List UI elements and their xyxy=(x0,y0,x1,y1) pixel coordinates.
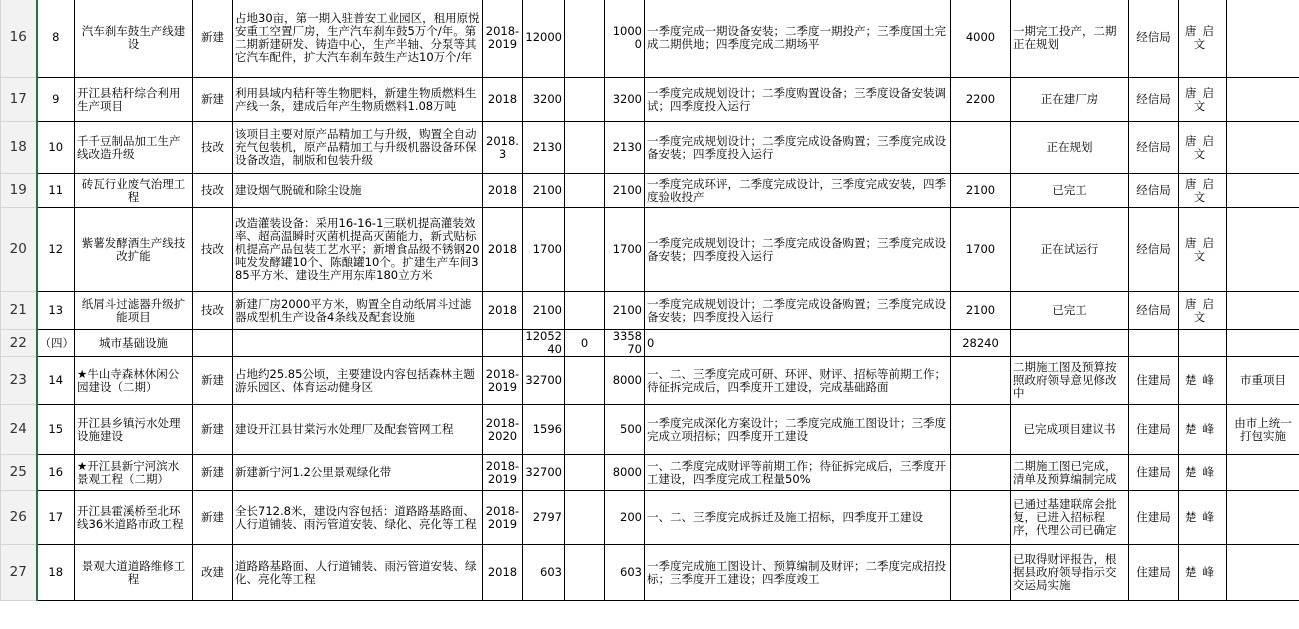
cell-quarter-schedule[interactable]: 一季度完成规划设计；二季度完成设备购置；三季度完成设备安装；四季度投入运行 xyxy=(645,292,951,330)
cell-planned-investment[interactable]: 2130 xyxy=(605,122,645,174)
cell-project-name[interactable]: 千千豆制品加工生产线改造升级 xyxy=(75,122,193,174)
cell-progress[interactable] xyxy=(1011,330,1129,357)
cell-total-investment[interactable]: 1700 xyxy=(523,208,565,292)
cell-total-investment[interactable]: 12000 xyxy=(523,0,565,78)
cell-seq[interactable]: 17 xyxy=(37,491,75,545)
cell-responsible-dept[interactable]: 经信局 xyxy=(1129,208,1179,292)
cell-progress[interactable]: 已完工 xyxy=(1011,292,1129,330)
cell-completed-investment[interactable]: 0 xyxy=(565,330,605,357)
cell-completed-investment[interactable] xyxy=(565,122,605,174)
table-row xyxy=(1,78,1299,122)
cell-responsible-leader[interactable]: 楚峰 xyxy=(1179,357,1227,405)
cell-responsible-dept[interactable]: 经信局 xyxy=(1129,174,1179,208)
cell-progress[interactable]: 二期施工图已完成，清单及预算编制完成 xyxy=(1011,455,1129,491)
cell-responsible-leader[interactable]: 唐启文 xyxy=(1179,78,1227,122)
cell-total-investment[interactable]: 32700 xyxy=(523,357,565,405)
cell-build-content[interactable]: 新建新宁河1.2公里景观绿化带 xyxy=(233,455,483,491)
cell-total-investment[interactable]: 1596 xyxy=(523,405,565,455)
cell-quarter-investment[interactable] xyxy=(951,455,1011,491)
cell-responsible-dept[interactable]: 住建局 xyxy=(1129,491,1179,545)
cell-completed-investment[interactable] xyxy=(565,0,605,78)
cell-progress[interactable]: 已完成项目建议书 xyxy=(1011,405,1129,455)
cell-seq[interactable]: （四） xyxy=(37,330,75,357)
cell-note[interactable]: 市重项目 xyxy=(1227,357,1299,405)
cell-seq[interactable]: 8 xyxy=(37,0,75,78)
cell-quarter-schedule[interactable]: 一季度完成规划设计；二季度购置设备；三季度设备安装调试；四季度投入运行 xyxy=(645,78,951,122)
cell-completed-investment[interactable] xyxy=(565,545,605,601)
cell-total-investment[interactable]: 3200 xyxy=(523,78,565,122)
cell-project-name[interactable]: 开江县霍溪桥至北环线36米道路市政工程 xyxy=(75,491,193,545)
cell-build-type[interactable]: 技改 xyxy=(193,174,233,208)
cell-completed-investment[interactable] xyxy=(565,78,605,122)
cell-note[interactable]: 由市上统一打包实施 xyxy=(1227,405,1299,455)
cell-build-type[interactable]: 新建 xyxy=(193,491,233,545)
cell-progress[interactable]: 已完工 xyxy=(1011,174,1129,208)
cell-responsible-dept[interactable]: 经信局 xyxy=(1129,122,1179,174)
cell-quarter-investment[interactable]: 4000 xyxy=(951,0,1011,78)
cell-note[interactable] xyxy=(1227,292,1299,330)
cell-period[interactable]: 2018-2019 xyxy=(483,357,523,405)
cell-quarter-investment[interactable]: 2100 xyxy=(951,292,1011,330)
cell-responsible-dept[interactable]: 住建局 xyxy=(1129,545,1179,601)
cell-responsible-leader[interactable]: 楚峰 xyxy=(1179,491,1227,545)
table-row xyxy=(1,455,1299,491)
cell-period[interactable]: 2018 xyxy=(483,174,523,208)
cell-period[interactable]: 2018 xyxy=(483,545,523,601)
cell-seq[interactable]: 12 xyxy=(37,208,75,292)
cell-responsible-dept[interactable]: 经信局 xyxy=(1129,78,1179,122)
cell-note[interactable] xyxy=(1227,491,1299,545)
cell-project-name[interactable]: 城市基础设施 xyxy=(75,330,193,357)
cell-build-type[interactable]: 新建 xyxy=(193,78,233,122)
cell-progress[interactable]: 已取得财评报告，根据县政府领导指示交交运局实施 xyxy=(1011,545,1129,601)
cell-project-name[interactable]: 开江县秸秆综合利用生产项目 xyxy=(75,78,193,122)
cell-seq[interactable]: 13 xyxy=(37,292,75,330)
cell-progress[interactable]: 二期施工图及预算按照政府领导意见修改中 xyxy=(1011,357,1129,405)
cell-build-content[interactable]: 改造灌装设备：采用16-16-1三联机提高灌装效率、超高温瞬时灭菌机提高灭菌能力，新式贴标机提高产品包装工艺水平；新增食品级不锈钢20吨发发酵罐10个、陈酿罐10个。扩建生产车间385平方米、建设生产用东库180立方米 xyxy=(233,208,483,292)
cell-build-type[interactable]: 新建 xyxy=(193,357,233,405)
cell-build-type[interactable]: 新建 xyxy=(193,455,233,491)
cell-planned-investment[interactable]: 2100 xyxy=(605,174,645,208)
cell-quarter-investment[interactable]: 2200 xyxy=(951,78,1011,122)
cell-responsible-dept[interactable]: 经信局 xyxy=(1129,292,1179,330)
cell-build-type[interactable]: 新建 xyxy=(193,405,233,455)
cell-note[interactable] xyxy=(1227,455,1299,491)
cell-quarter-schedule[interactable]: 一季度完成环评，二季度完成设计，三季度完成安装，四季度验收投产 xyxy=(645,174,951,208)
cell-quarter-schedule[interactable]: 一季度完成深化方案设计；二季度完成施工图设计；三季度完成立项招标；四季度开工建设 xyxy=(645,405,951,455)
cell-note[interactable] xyxy=(1227,208,1299,292)
cell-build-content[interactable] xyxy=(233,330,483,357)
cell-responsible-leader[interactable]: 唐启文 xyxy=(1179,292,1227,330)
cell-quarter-schedule[interactable]: 一、二季度完成财评等前期工作；待征拆完成后，三季度开工建设，四季度完成工程量50% xyxy=(645,455,951,491)
cell-completed-investment[interactable] xyxy=(565,208,605,292)
cell-completed-investment[interactable] xyxy=(565,491,605,545)
cell-completed-investment[interactable] xyxy=(565,357,605,405)
cell-responsible-dept[interactable]: 住建局 xyxy=(1129,357,1179,405)
cell-project-name[interactable]: ★牛山寺森林休闲公园建设（二期） xyxy=(75,357,193,405)
cell-responsible-leader[interactable]: 楚峰 xyxy=(1179,545,1227,601)
cell-quarter-schedule[interactable]: 一、二、三季度完成拆迁及施工招标，四季度开工建设 xyxy=(645,491,951,545)
table-row xyxy=(1,357,1299,405)
row-header[interactable]: 16 xyxy=(1,0,37,78)
cell-period[interactable]: 2018 xyxy=(483,292,523,330)
cell-total-investment[interactable]: 2797 xyxy=(523,491,565,545)
cell-responsible-leader[interactable]: 唐启文 xyxy=(1179,174,1227,208)
cell-planned-investment[interactable]: 1700 xyxy=(605,208,645,292)
table-row xyxy=(1,405,1299,455)
table-row xyxy=(1,292,1299,330)
cell-seq[interactable]: 11 xyxy=(37,174,75,208)
cell-planned-investment[interactable]: 8000 xyxy=(605,455,645,491)
cell-progress[interactable]: 正在建厂房 xyxy=(1011,78,1129,122)
cell-build-content[interactable]: 道路路基路面、人行道铺装、雨污管道安装、绿化、亮化等工程 xyxy=(233,545,483,601)
cell-build-type[interactable]: 新建 xyxy=(193,0,233,78)
cell-period[interactable]: 2018-2019 xyxy=(483,0,523,78)
cell-responsible-dept[interactable]: 经信局 xyxy=(1129,0,1179,78)
cell-progress[interactable]: 一期完工投产，二期正在规划 xyxy=(1011,0,1129,78)
table-body xyxy=(1,0,1299,601)
cell-project-name[interactable]: 砖瓦行业废气治理工程 xyxy=(75,174,193,208)
row-header[interactable]: 19 xyxy=(1,174,37,208)
cell-project-name[interactable]: 开江县乡镇污水处理设施建设 xyxy=(75,405,193,455)
cell-period[interactable]: 2018 xyxy=(483,208,523,292)
cell-project-name[interactable]: 汽车刹车鼓生产线建设 xyxy=(75,0,193,78)
cell-build-type[interactable]: 技改 xyxy=(193,208,233,292)
row-header[interactable]: 20 xyxy=(1,208,37,292)
table-row xyxy=(1,0,1299,78)
cell-note[interactable] xyxy=(1227,174,1299,208)
cell-note[interactable] xyxy=(1227,545,1299,601)
cell-quarter-schedule[interactable]: 一季度完成规划设计；二季度完成设备购置；三季度完成设备安装；四季度投入运行 xyxy=(645,208,951,292)
cell-total-investment[interactable]: 2130 xyxy=(523,122,565,174)
cell-note[interactable] xyxy=(1227,78,1299,122)
cell-responsible-leader[interactable]: 楚峰 xyxy=(1179,405,1227,455)
cell-planned-investment[interactable]: 500 xyxy=(605,405,645,455)
cell-total-investment[interactable]: 2100 xyxy=(523,292,565,330)
cell-project-name[interactable]: 景观大道道路维修工程 xyxy=(75,545,193,601)
cell-build-type[interactable]: 技改 xyxy=(193,122,233,174)
cell-build-content[interactable]: 新建厂房2000平方米，购置全自动纸屑斗过滤器成型机生产设备4条线及配套设施 xyxy=(233,292,483,330)
cell-progress[interactable]: 正在试运行 xyxy=(1011,208,1129,292)
cell-build-content[interactable]: 占地约25.85公顷，主要建设内容包括森林主题游乐园区、体育运动健身区 xyxy=(233,357,483,405)
cell-quarter-investment[interactable] xyxy=(951,545,1011,601)
cell-project-name[interactable]: 紫薯发酵酒生产线技改扩能 xyxy=(75,208,193,292)
cell-period[interactable]: 2018-2020 xyxy=(483,405,523,455)
cell-responsible-leader[interactable]: 楚峰 xyxy=(1179,455,1227,491)
cell-responsible-leader[interactable] xyxy=(1179,330,1227,357)
cell-completed-investment[interactable] xyxy=(565,405,605,455)
cell-total-investment[interactable]: 603 xyxy=(523,545,565,601)
cell-build-content[interactable]: 该项目主要对原产品精加工与升级，购置全自动充气包装机，原产品精加工与升级机器设备环保设备改造，制版和包装升级 xyxy=(233,122,483,174)
cell-build-type[interactable]: 技改 xyxy=(193,292,233,330)
cell-quarter-investment[interactable] xyxy=(951,405,1011,455)
row-header[interactable]: 26 xyxy=(1,491,37,545)
cell-planned-investment[interactable]: 200 xyxy=(605,491,645,545)
table-row xyxy=(1,208,1299,292)
cell-seq[interactable]: 18 xyxy=(37,545,75,601)
cell-quarter-schedule[interactable]: 一、二、三季度完成可研、环评、财评、招标等前期工作；待征拆完成后，四季度开工建设，完成基础路面 xyxy=(645,357,951,405)
table-row xyxy=(1,545,1299,601)
cell-planned-investment[interactable]: 10000 xyxy=(605,0,645,78)
cell-seq[interactable]: 14 xyxy=(37,357,75,405)
cell-planned-investment[interactable]: 2100 xyxy=(605,292,645,330)
cell-planned-investment[interactable]: 8000 xyxy=(605,357,645,405)
cell-completed-investment[interactable] xyxy=(565,174,605,208)
cell-seq[interactable]: 9 xyxy=(37,78,75,122)
cell-period[interactable]: 2018-2019 xyxy=(483,491,523,545)
cell-note[interactable] xyxy=(1227,0,1299,78)
cell-period[interactable]: 2018 xyxy=(483,78,523,122)
cell-period[interactable] xyxy=(483,330,523,357)
cell-quarter-schedule[interactable]: 一季度完成施工图设计、预算编制及财评；二季度完成招投标；三季度开工建设；四季度竣工 xyxy=(645,545,951,601)
cell-seq[interactable]: 10 xyxy=(37,122,75,174)
cell-quarter-investment[interactable]: 28240 xyxy=(951,330,1011,357)
cell-quarter-investment[interactable]: 1700 xyxy=(951,208,1011,292)
cell-quarter-schedule[interactable]: 一季度完成规划设计；二季度完成设备购置；三季度完成设备安装；四季度投入运行 xyxy=(645,122,951,174)
cell-quarter-investment[interactable] xyxy=(951,357,1011,405)
cell-responsible-leader[interactable]: 唐启文 xyxy=(1179,122,1227,174)
cell-build-content[interactable]: 全长712.8米，建设内容包括：道路路基路面、人行道铺装、雨污管道安装、绿化、亮化等工程 xyxy=(233,491,483,545)
cell-progress[interactable]: 已通过基建联席会批复，已进入招标程序，代理公司已确定 xyxy=(1011,491,1129,545)
cell-total-investment[interactable]: 1205240 xyxy=(523,330,565,357)
row-header[interactable]: 27 xyxy=(1,545,37,601)
cell-quarter-schedule[interactable]: 0 xyxy=(645,330,951,357)
row-header[interactable]: 17 xyxy=(1,78,37,122)
cell-build-type[interactable] xyxy=(193,330,233,357)
cell-progress[interactable]: 正在规划 xyxy=(1011,122,1129,174)
cell-note[interactable] xyxy=(1227,122,1299,174)
cell-project-name[interactable]: ★开江县新宁河滨水景观工程（二期） xyxy=(75,455,193,491)
cell-build-type[interactable]: 改建 xyxy=(193,545,233,601)
cell-period[interactable]: 2018.3 xyxy=(483,122,523,174)
cell-note[interactable] xyxy=(1227,330,1299,357)
cell-total-investment[interactable]: 32700 xyxy=(523,455,565,491)
cell-build-content[interactable]: 建设开江县甘棠污水处理厂及配套管网工程 xyxy=(233,405,483,455)
table-row xyxy=(1,122,1299,174)
cell-seq[interactable]: 15 xyxy=(37,405,75,455)
cell-project-name[interactable]: 纸屑斗过滤器升级扩能项目 xyxy=(75,292,193,330)
table-row xyxy=(1,491,1299,545)
cell-quarter-investment[interactable] xyxy=(951,491,1011,545)
row-header[interactable]: 18 xyxy=(1,122,37,174)
cell-responsible-leader[interactable]: 唐启文 xyxy=(1179,0,1227,78)
cell-quarter-investment[interactable] xyxy=(951,122,1011,174)
row-header[interactable]: 25 xyxy=(1,455,37,491)
cell-build-content[interactable]: 利用县域内秸秆等生物肥料，新建生物质燃料生产线一条，建成后年产生物质燃料1.08万吨 xyxy=(233,78,483,122)
cell-completed-investment[interactable] xyxy=(565,455,605,491)
cell-planned-investment[interactable]: 3200 xyxy=(605,78,645,122)
cell-planned-investment[interactable]: 603 xyxy=(605,545,645,601)
row-header[interactable]: 22 xyxy=(1,330,37,357)
table-row xyxy=(1,174,1299,208)
row-header[interactable]: 24 xyxy=(1,405,37,455)
cell-quarter-investment[interactable]: 2100 xyxy=(951,174,1011,208)
cell-completed-investment[interactable] xyxy=(565,292,605,330)
row-header[interactable]: 21 xyxy=(1,292,37,330)
cell-planned-investment[interactable]: 335870 xyxy=(605,330,645,357)
cell-build-content[interactable]: 建设烟气脱硫和除尘设施 xyxy=(233,174,483,208)
cell-responsible-dept[interactable]: 住建局 xyxy=(1129,455,1179,491)
cell-total-investment[interactable]: 2100 xyxy=(523,174,565,208)
cell-build-content[interactable]: 占地30亩，第一期入驻普安工业园区，租用原悦安重工空置厂房，生产汽车刹车鼓5万个/年。第二期新建研发、铸造中心，生产半轴、分泵等其它汽车配件，扩大汽车刹车鼓生产达10万个/年 xyxy=(233,0,483,78)
row-header[interactable]: 23 xyxy=(1,357,37,405)
cell-period[interactable]: 2018-2019 xyxy=(483,455,523,491)
cell-responsible-dept[interactable] xyxy=(1129,330,1179,357)
cell-quarter-schedule[interactable]: 一季度完成一期设备安装；二季度一期投产；三季度国土完成二期供地；四季度完成二期场平 xyxy=(645,0,951,78)
cell-seq[interactable]: 16 xyxy=(37,455,75,491)
cell-responsible-dept[interactable]: 住建局 xyxy=(1129,405,1179,455)
table-row xyxy=(1,330,1299,357)
cell-responsible-leader[interactable]: 唐启文 xyxy=(1179,208,1227,292)
